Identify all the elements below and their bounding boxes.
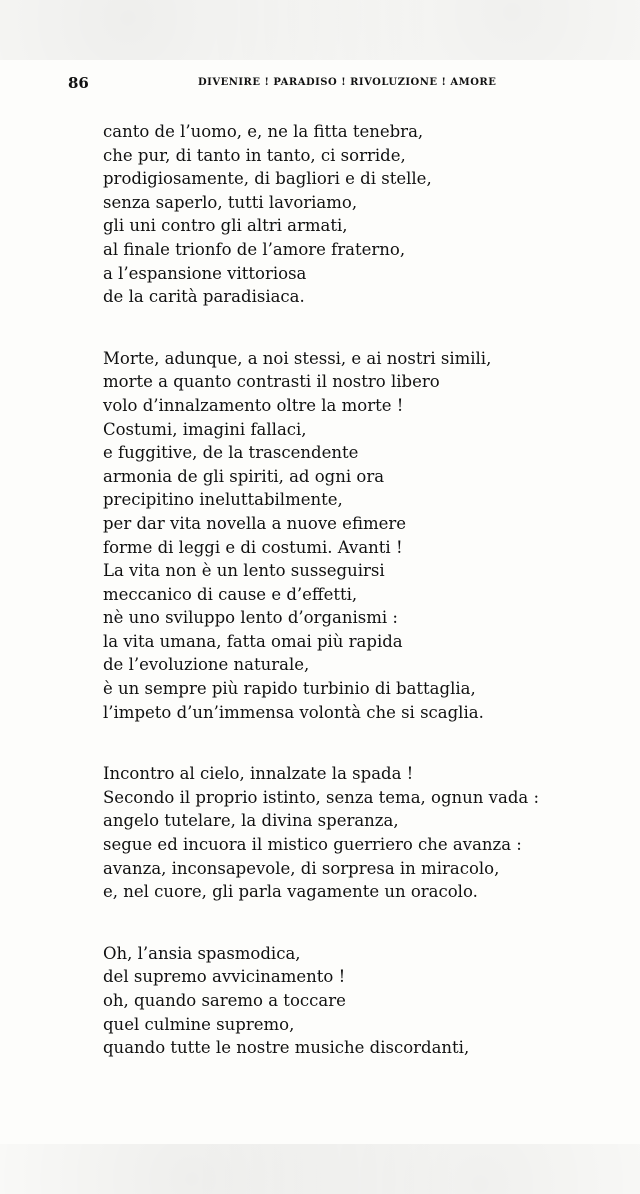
- verse-line: avanza, inconsapevole, di sorpresa in miracolo,: [103, 858, 500, 878]
- page-number: 86: [68, 74, 89, 92]
- verse-line: al finale trionfo de l’amore fraterno,: [103, 239, 406, 259]
- verse-line: morte a quanto contrasti il nostro libero: [103, 372, 440, 392]
- verse-line: e, nel cuore, gli parla vagamente un oracolo.: [103, 882, 478, 902]
- verse-line: e fuggitive, de la trascendente: [103, 443, 359, 463]
- verse-line: Morte, adunque, a noi stessi, e ai nostri simili,: [103, 348, 492, 368]
- verse-line: Costumi, imagini fallaci,: [103, 419, 307, 439]
- stanza-spacer: [103, 904, 603, 942]
- verse-line: meccanico di cause e d’effetti,: [103, 584, 358, 604]
- verse-line: de la carità paradisiaca.: [103, 287, 305, 307]
- verse-line: la vita umana, fatta omai più rapida: [103, 631, 403, 651]
- verse-line: gli uni contro gli altri armati,: [103, 216, 348, 236]
- page-header: [68, 74, 518, 94]
- verse-line: nè uno sviluppo lento d’organismi :: [103, 608, 398, 628]
- running-title: DIVENIRE ! PARADISO ! RIVOLUZIONE ! AMORE: [198, 77, 497, 88]
- verse-line: armonia de gli spiriti, ad ogni ora: [103, 466, 385, 486]
- verse-line: Oh, l’ansia spasmodica,: [103, 943, 301, 963]
- verse-line: de l’evoluzione naturale,: [103, 655, 310, 675]
- poem-body: [103, 120, 603, 1060]
- stanza-4: [103, 942, 603, 1060]
- verse-line: quel culmine supremo,: [103, 1014, 295, 1034]
- page-scan-noise-bottom: [0, 1144, 640, 1194]
- verse-line: canto de l’uomo, e, ne la fitta tenebra,: [103, 122, 424, 141]
- stanza-spacer: [103, 724, 603, 762]
- verse-line: Incontro al cielo, innalzate la spada !: [103, 764, 414, 784]
- verse-line: segue ed incuora il mistico guerriero che avanza :: [103, 835, 522, 855]
- verse-line: quando tutte le nostre musiche discordanti,: [103, 1038, 470, 1058]
- verse-line: La vita non è un lento susseguirsi: [103, 561, 385, 581]
- verse-line: oh, quando saremo a toccare: [103, 991, 346, 1010]
- verse-line: senza saperlo, tutti lavoriamo,: [103, 192, 358, 212]
- verse-line: prodigiosamente, di bagliori e di stelle,: [103, 169, 432, 189]
- stanza-spacer: [103, 309, 603, 347]
- stanza-3: [103, 762, 603, 904]
- stanza-2: [103, 347, 603, 725]
- page-scan-noise-top: [0, 0, 640, 60]
- verse-line: forme di leggi e di costumi. Avanti !: [103, 537, 403, 557]
- verse-line: l’impeto d’un’immensa volontà che si scaglia.: [103, 702, 484, 722]
- verse-line: volo d’innalzamento oltre la morte !: [103, 395, 404, 415]
- verse-line: per dar vita novella a nuove efimere: [103, 513, 407, 533]
- stanza-1: [103, 120, 603, 309]
- verse-line: Secondo il proprio istinto, senza tema, ognun vada :: [103, 787, 540, 807]
- verse-line: precipitino ineluttabilmente,: [103, 490, 343, 510]
- verse-line: a l’espansione vittoriosa: [103, 263, 307, 283]
- verse-line: è un sempre più rapido turbinio di battaglia,: [103, 679, 476, 699]
- verse-line: che pur, di tanto in tanto, ci sorride,: [103, 145, 406, 165]
- verse-line: del supremo avvicinamento !: [103, 967, 346, 987]
- verse-line: angelo tutelare, la divina speranza,: [103, 811, 399, 831]
